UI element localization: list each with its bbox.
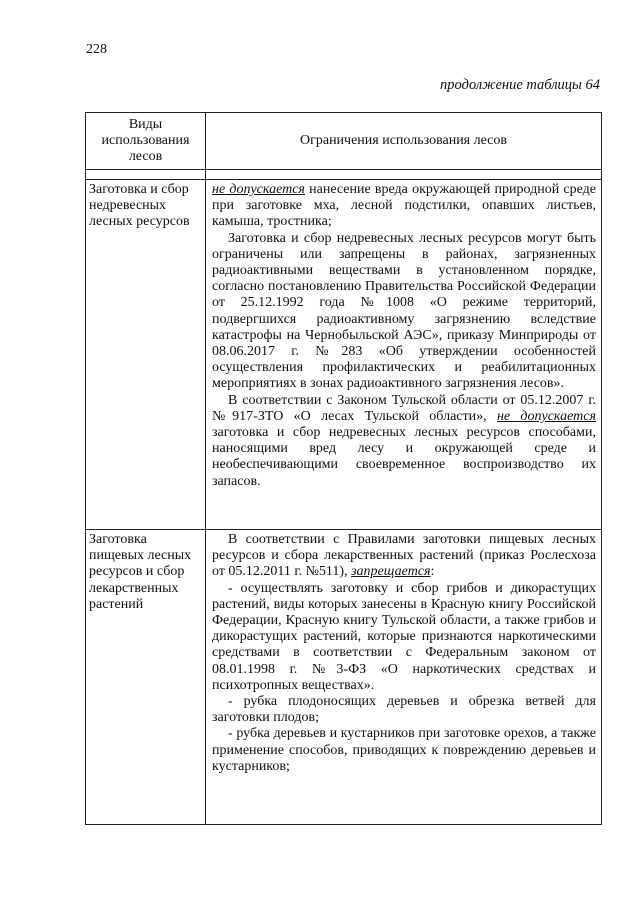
header-kind: Виды использования лесов xyxy=(86,113,206,170)
restrictions-cell xyxy=(206,530,602,825)
header-restrictions: Ограничения использования лесов xyxy=(206,113,602,170)
paragraph xyxy=(212,726,596,775)
paragraph xyxy=(212,581,596,694)
kind-cell: Заготовка и сбор недревесных лесных ресурсов xyxy=(86,180,206,530)
paragraph-text: В соответствии с Правилами заготовки пищевых лесных ресурсов и сбора лекарственных растений (приказ Рослесхоза от 05.12.2011 г. №511), xyxy=(212,532,596,580)
paragraph-text: нанесение вреда окружающей природной среде при заготовке мха, лесной подстилки, опавших листьев, камыша, тростника; xyxy=(212,182,596,230)
kind-cell: Заготовка пищевых лесных ресурсов и сбор лекарственных растений xyxy=(86,530,206,825)
paragraph-text: : xyxy=(430,564,435,580)
forest-use-table xyxy=(85,112,602,825)
emphasis: запрещается xyxy=(351,564,431,580)
paragraph xyxy=(212,231,596,393)
paragraph-text: Заготовка и сбор недревесных лесных ресурсов могут быть ограничены или запрещены в районах, загрязненных радиоактивными веществами в установленном порядке, согласно постановлению Правительства Российской Федерации от 25.12.1992 года №1008 «О режиме территорий, подвергшихся радиоактивному загрязнению вследствие катастрофы на Чернобыльской АЭС», приказу Минприроды от 08.06.2017 г. №283 «Об утверждении особенностей осуществления профилактических и реабилитационных мероприятиях в зонах радиоактивного загрязнения лесов». xyxy=(212,230,596,392)
emphasis: не допускается xyxy=(212,182,305,197)
paragraph-text: - осуществлять заготовку и сбор грибов и дикорастущих растений, виды которых занесены в Красную книгу Российской Федерации, Красную книгу Тульской области, а также грибов и дикорастущих растений, которые признаются наркотическими средствами в соответствии с Федеральным законом от 08.01.1998 г. №3-ФЗ «О наркотических средствах и психотропных веществах». xyxy=(212,580,596,693)
spacer-cell xyxy=(86,170,206,180)
paragraph-text: В соответствии с Законом Тульской области от 05.12.2007 г. №917-ЗТО «О лесах Тульской области», xyxy=(212,392,596,424)
table-caption: продолжение таблицы 64 xyxy=(440,77,600,93)
emphasis: не допускается xyxy=(496,408,596,424)
spacer-cell xyxy=(206,170,602,180)
paragraph-text: заготовка и сбор недревесных лесных ресурсов способами, наносящими вред лесу и окружающей среде и необеспечивающими своевременное воспроизводство их запасов. xyxy=(212,425,596,489)
table-header-row xyxy=(86,113,602,170)
spacer-row xyxy=(86,170,602,180)
table-row xyxy=(86,530,602,825)
paragraph xyxy=(212,532,596,581)
paragraph xyxy=(212,694,596,726)
page-number: 228 xyxy=(86,42,107,57)
paragraph xyxy=(212,182,596,231)
paragraph xyxy=(212,393,596,490)
paragraph-text: - рубка деревьев и кустарников при заготовке орехов, а также применение способов, приводящих к повреждению деревьев и кустарников; xyxy=(212,726,596,774)
paragraph-text: - рубка плодоносящих деревьев и обрезка ветвей для заготовки плодов; xyxy=(212,694,596,726)
restrictions-cell xyxy=(206,180,602,530)
table-row xyxy=(86,180,602,530)
